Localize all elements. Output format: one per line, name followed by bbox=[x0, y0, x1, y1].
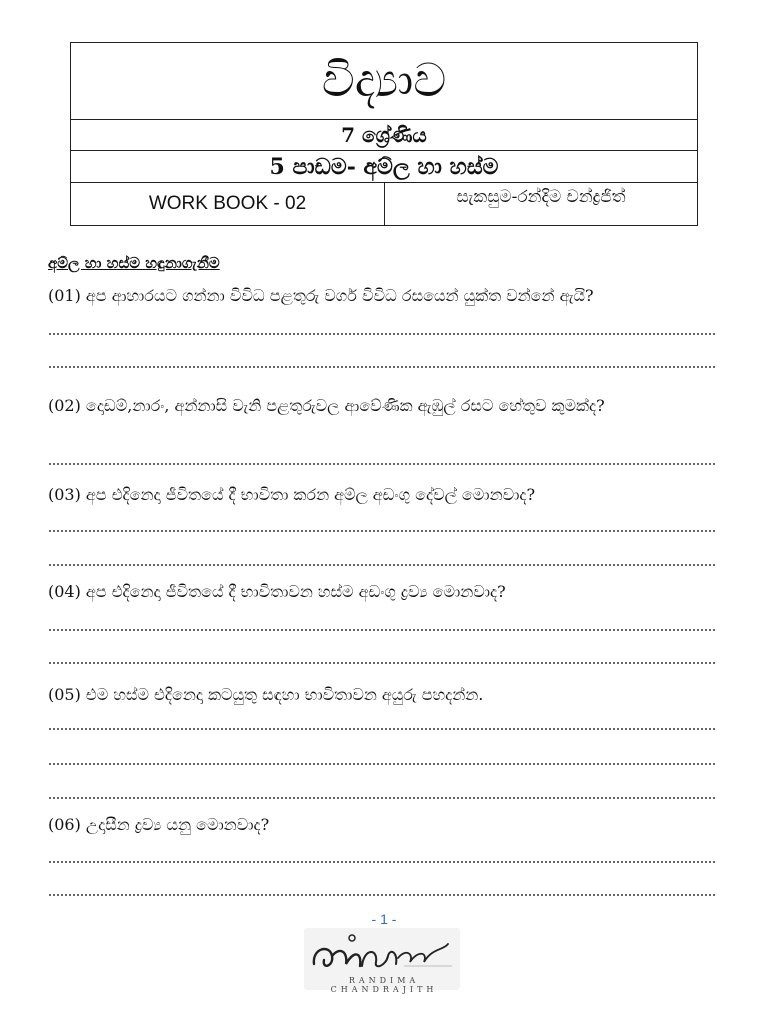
grade-label: 7 ශ්‍රේණිය bbox=[341, 123, 427, 147]
section-heading: අම්ල හා හස්ම හඳුනාගැනීම bbox=[48, 254, 220, 272]
answer-line[interactable] bbox=[48, 366, 717, 368]
answer-line[interactable] bbox=[48, 861, 717, 863]
question-1: (01) අප ආහාරයට ගන්නා විවිධ පළතුරු වර්ග විවිධ රසයෙන් යුක්ත වන්නේ ඇයි? bbox=[48, 286, 594, 305]
page-number: - 1 - bbox=[371, 911, 397, 927]
workbook-label: WORK BOOK - 02 bbox=[71, 183, 385, 225]
answer-line[interactable] bbox=[48, 662, 717, 664]
answer-line[interactable] bbox=[48, 564, 717, 566]
subject-title: විද්‍යාව bbox=[321, 53, 447, 107]
question-5: (05) එම හස්ම එදිනෙදා කටයුතු සඳහා භාවිතාවන අයුරු පහදන්න. bbox=[48, 685, 484, 704]
answer-line[interactable] bbox=[48, 629, 717, 631]
answer-line[interactable] bbox=[48, 728, 717, 730]
logo-subtitle: RANDIMA CHANDRAJITH bbox=[330, 976, 438, 994]
answer-line[interactable] bbox=[48, 530, 717, 532]
title-row bbox=[71, 43, 697, 120]
question-3: (03) අප එදිනෙදා ජීවිතයේ දී භාවිතා කරන අම්ල අඩංගු දේවල් මොනවාද? bbox=[48, 485, 536, 504]
header-table bbox=[70, 42, 698, 226]
info-row bbox=[71, 183, 697, 225]
lesson-row bbox=[71, 151, 697, 183]
answer-line[interactable] bbox=[48, 333, 717, 335]
lesson-label: 5 පාඩම- අම්ල හා හස්ම bbox=[269, 153, 499, 180]
answer-line[interactable] bbox=[48, 463, 717, 465]
author-label: සැකසුම-රන්දිම චන්ද්‍රජිත් bbox=[456, 187, 626, 207]
question-4: (04) අප එදිනෙදා ජීවිතයේ දී භාවිතාවන හස්ම අඩංගු ද්‍රව්‍ය මොනවාද? bbox=[48, 582, 506, 601]
answer-line[interactable] bbox=[48, 797, 717, 799]
answer-line[interactable] bbox=[48, 763, 717, 765]
question-6: (06) උදාසීන ද්‍රව්‍ය යනු මොනවාද? bbox=[48, 815, 270, 834]
grade-row bbox=[71, 120, 697, 151]
answer-line[interactable] bbox=[48, 894, 717, 896]
question-2: (02) දොඩම්,නාරං, අන්නාසි වැනි පළතුරුවල ආවේණික ඇඹුල් රසට හේතුව කුමක්ද? bbox=[48, 396, 605, 415]
